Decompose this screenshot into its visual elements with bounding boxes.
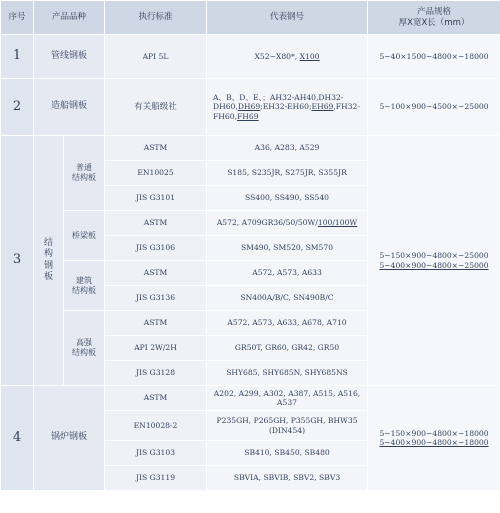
size-cell: 5~100×900~4500×~25000 bbox=[368, 79, 500, 136]
product-name: 造船钢板 bbox=[34, 79, 105, 136]
standard-cell: ASTM bbox=[105, 261, 207, 286]
standard-cell: API 5L bbox=[105, 35, 207, 79]
standard-cell: 有关船级社 bbox=[105, 79, 207, 136]
standard-cell: JIS G3101 bbox=[105, 186, 207, 211]
standard-cell: JIS G3103 bbox=[105, 441, 207, 466]
standard-cell: JIS G3119 bbox=[105, 466, 207, 491]
table-row bbox=[1, 386, 500, 411]
grades-cell: A202, A299, A302, A387, A515, A516, A537 bbox=[207, 386, 368, 411]
sub-product-name: 建筑 结构板 bbox=[64, 261, 105, 311]
grades-cell: SBVIA, SBVIB, SBV2, SBV3 bbox=[207, 466, 368, 491]
grades-cell: A572, A573, A633, A678, A710 bbox=[207, 311, 368, 336]
header-standard: 执行标准 bbox=[105, 1, 207, 35]
row-number: 1 bbox=[1, 35, 34, 79]
grades-cell: SM490, SM520, SM570 bbox=[207, 236, 368, 261]
grades-cell: S185, S235JR, S275JR, S355JR bbox=[207, 161, 368, 186]
product-name: 管线钢板 bbox=[34, 35, 105, 79]
standard-cell: ASTM bbox=[105, 211, 207, 236]
grades-cell: SN400A/B/C, SN490B/C bbox=[207, 286, 368, 311]
sub-product-name: 桥梁板 bbox=[64, 211, 105, 261]
standard-cell: EN10028-2 bbox=[105, 411, 207, 441]
grades-cell: A572, A573, A633 bbox=[207, 261, 368, 286]
header-spec-line2: 厚X宽X长（mm） bbox=[398, 17, 470, 28]
grades-cell: A36, A283, A529 bbox=[207, 136, 368, 161]
grades-cell: P235GH, P265GH, P355GH, BHW35 (DIN454) bbox=[207, 411, 368, 441]
standard-cell: JIS G3136 bbox=[105, 286, 207, 311]
grades-cell: A572, A709GR36/50/50W/100/100W bbox=[207, 211, 368, 236]
header-spec bbox=[368, 1, 500, 35]
sub-product-name: 普通 结构板 bbox=[64, 136, 105, 211]
header-no: 序号 bbox=[1, 1, 34, 35]
standard-cell: EN10025 bbox=[105, 161, 207, 186]
standard-cell: JIS G3106 bbox=[105, 236, 207, 261]
row-number: 4 bbox=[1, 386, 34, 491]
size-cell: 5~40×1500~4800×~18000 bbox=[368, 35, 500, 79]
table-row bbox=[1, 35, 500, 79]
grades-cell: X52~X80*, X100 bbox=[207, 35, 368, 79]
size-cell: 5~150×900~4800×~25000 5~400×900~4800×~25000 bbox=[368, 136, 500, 386]
table-header-row bbox=[1, 1, 500, 35]
table-row bbox=[1, 136, 500, 161]
standard-cell: ASTM bbox=[105, 386, 207, 411]
grades-cell: A、B、D、E、；AH32-AH40,DH32- DH60,DH69;EH32-EH60;EH69,FH32- FH60,FH69 bbox=[207, 79, 368, 136]
table-row bbox=[1, 79, 500, 136]
grades-cell: SHY685, SHY685N, SHY685NS bbox=[207, 361, 368, 386]
row-number: 3 bbox=[1, 136, 34, 386]
row-number: 2 bbox=[1, 79, 34, 136]
standard-cell: API 2W/2H bbox=[105, 336, 207, 361]
standard-cell: ASTM bbox=[105, 136, 207, 161]
header-spec-line1: 产品规格 bbox=[417, 6, 452, 17]
grades-cell: SB410, SB450, SB480 bbox=[207, 441, 368, 466]
product-name: 锅炉钢板 bbox=[34, 386, 105, 491]
standard-cell: ASTM bbox=[105, 311, 207, 336]
standard-cell: JIS G3128 bbox=[105, 361, 207, 386]
header-product: 产品品种 bbox=[34, 1, 105, 35]
size-cell: 5~150×900~4800×~18000 5~400×900~4800×~18000 bbox=[368, 386, 500, 491]
product-name-vertical: 结 构 钢 板 bbox=[34, 136, 64, 386]
grades-cell: SS400, SS490, SS540 bbox=[207, 186, 368, 211]
grades-cell: GR50T, GR60, GR42, GR50 bbox=[207, 336, 368, 361]
sub-product-name: 高强 结构板 bbox=[64, 311, 105, 386]
header-grades: 代表钢号 bbox=[207, 1, 368, 35]
